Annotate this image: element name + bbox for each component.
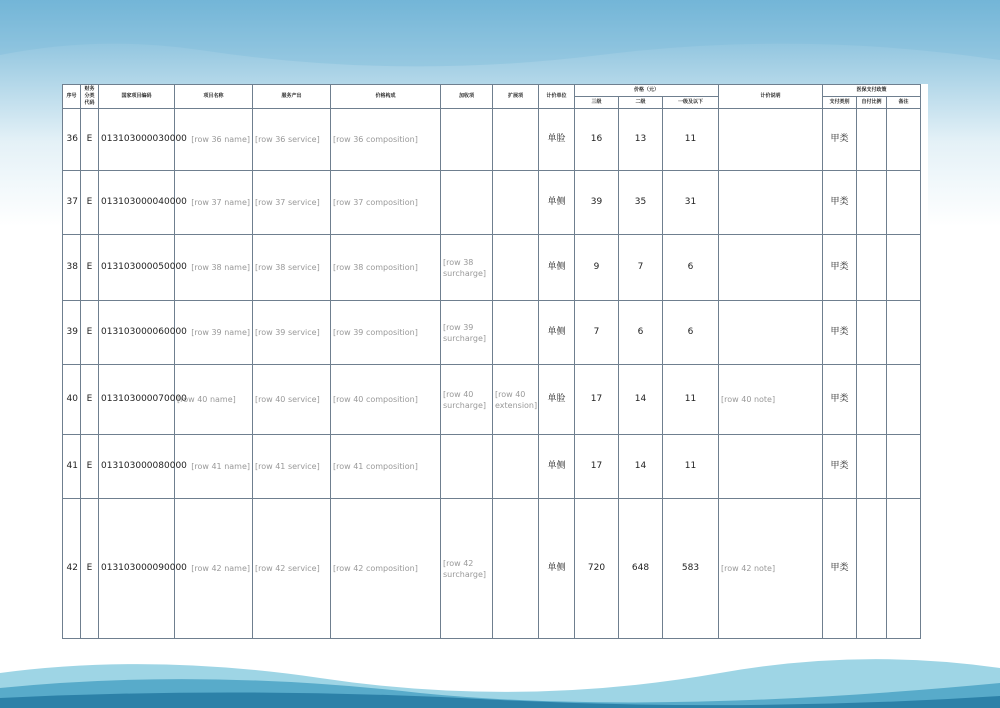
cell-composition: [row 40 composition] bbox=[331, 365, 441, 435]
cell-note bbox=[719, 171, 823, 235]
cell-seq: 40 bbox=[63, 365, 81, 435]
cell-unit: 单侧 bbox=[539, 171, 575, 235]
cell-code: 013103000030000 bbox=[99, 109, 175, 171]
cell-ins-remark bbox=[887, 499, 921, 639]
cell-code: 013103000040000 bbox=[99, 171, 175, 235]
cell-price-l1: 11 bbox=[663, 365, 719, 435]
cell-ins-type: 甲类 bbox=[823, 171, 857, 235]
cell-price-l1: 11 bbox=[663, 435, 719, 499]
cell-ins-remark bbox=[887, 365, 921, 435]
cell-price-l3: 39 bbox=[575, 171, 619, 235]
cell-composition: [row 36 composition] bbox=[331, 109, 441, 171]
cell-price-l2: 7 bbox=[619, 235, 663, 301]
cell-unit: 单侧 bbox=[539, 499, 575, 639]
cell-ins-ratio bbox=[857, 301, 887, 365]
cell-unit: 单脸 bbox=[539, 365, 575, 435]
cell-seq: 42 bbox=[63, 499, 81, 639]
header-note: 计价说明 bbox=[719, 85, 823, 109]
cell-category: E bbox=[81, 301, 99, 365]
cell-note: [row 40 note] bbox=[719, 365, 823, 435]
cell-unit: 单侧 bbox=[539, 235, 575, 301]
cell-name: [row 42 name] bbox=[175, 499, 253, 639]
cell-price-l1: 583 bbox=[663, 499, 719, 639]
header-seq: 序号 bbox=[63, 85, 81, 109]
header-insurance: 医保支付政策 bbox=[823, 85, 921, 97]
cell-price-l3: 17 bbox=[575, 365, 619, 435]
cell-name: [row 40 name] bbox=[175, 365, 253, 435]
cell-ins-type: 甲类 bbox=[823, 499, 857, 639]
cell-price-l3: 9 bbox=[575, 235, 619, 301]
header-ins-type: 支付类别 bbox=[823, 97, 857, 109]
cell-extension bbox=[493, 171, 539, 235]
cell-seq: 41 bbox=[63, 435, 81, 499]
cell-surcharge: [row 38 surcharge] bbox=[441, 235, 493, 301]
cell-seq: 36 bbox=[63, 109, 81, 171]
medical-fee-table bbox=[62, 84, 921, 639]
cell-service: [row 40 service] bbox=[253, 365, 331, 435]
cell-ins-ratio bbox=[857, 365, 887, 435]
cell-name: [row 41 name] bbox=[175, 435, 253, 499]
cell-price-l2: 35 bbox=[619, 171, 663, 235]
cell-ins-remark bbox=[887, 301, 921, 365]
cell-service: [row 42 service] bbox=[253, 499, 331, 639]
cell-category: E bbox=[81, 435, 99, 499]
table-row bbox=[63, 171, 921, 235]
cell-ins-ratio bbox=[857, 435, 887, 499]
table-row bbox=[63, 435, 921, 499]
cell-extension: [row 40 extension] bbox=[493, 365, 539, 435]
cell-code: 013103000060000 bbox=[99, 301, 175, 365]
table-row bbox=[63, 109, 921, 171]
cell-ins-type: 甲类 bbox=[823, 435, 857, 499]
cell-category: E bbox=[81, 109, 99, 171]
cell-name: [row 36 name] bbox=[175, 109, 253, 171]
cell-extension bbox=[493, 109, 539, 171]
header-surcharge: 加收项 bbox=[441, 85, 493, 109]
cell-price-l3: 720 bbox=[575, 499, 619, 639]
header-price-l3: 三级 bbox=[575, 97, 619, 109]
cell-unit: 单侧 bbox=[539, 435, 575, 499]
cell-ins-type: 甲类 bbox=[823, 235, 857, 301]
header-ins-ratio: 自付比例 bbox=[857, 97, 887, 109]
cell-ins-ratio bbox=[857, 235, 887, 301]
cell-category: E bbox=[81, 499, 99, 639]
cell-service: [row 38 service] bbox=[253, 235, 331, 301]
cell-price-l2: 6 bbox=[619, 301, 663, 365]
cell-ins-type: 甲类 bbox=[823, 301, 857, 365]
cell-price-l1: 31 bbox=[663, 171, 719, 235]
cell-price-l2: 648 bbox=[619, 499, 663, 639]
cell-surcharge bbox=[441, 109, 493, 171]
cell-note: [row 42 note] bbox=[719, 499, 823, 639]
cell-note bbox=[719, 435, 823, 499]
cell-service: [row 36 service] bbox=[253, 109, 331, 171]
cell-category: E bbox=[81, 235, 99, 301]
cell-price-l1: 6 bbox=[663, 235, 719, 301]
cell-ins-ratio bbox=[857, 499, 887, 639]
cell-seq: 38 bbox=[63, 235, 81, 301]
cell-ins-type: 甲类 bbox=[823, 109, 857, 171]
cell-price-l3: 16 bbox=[575, 109, 619, 171]
cell-seq: 39 bbox=[63, 301, 81, 365]
cell-price-l2: 13 bbox=[619, 109, 663, 171]
cell-note bbox=[719, 301, 823, 365]
cell-ins-remark bbox=[887, 235, 921, 301]
cell-surcharge: [row 42 surcharge] bbox=[441, 499, 493, 639]
cell-name: [row 39 name] bbox=[175, 301, 253, 365]
cell-unit: 单脸 bbox=[539, 109, 575, 171]
table-row bbox=[63, 365, 921, 435]
cell-ins-remark bbox=[887, 171, 921, 235]
cell-name: [row 37 name] bbox=[175, 171, 253, 235]
cell-ins-remark bbox=[887, 109, 921, 171]
cell-service: [row 37 service] bbox=[253, 171, 331, 235]
cell-extension bbox=[493, 235, 539, 301]
cell-note bbox=[719, 235, 823, 301]
cell-price-l2: 14 bbox=[619, 435, 663, 499]
cell-code: 013103000070000 bbox=[99, 365, 175, 435]
cell-extension bbox=[493, 301, 539, 365]
header-unit: 计价单位 bbox=[539, 85, 575, 109]
cell-price-l1: 11 bbox=[663, 109, 719, 171]
cell-seq: 37 bbox=[63, 171, 81, 235]
header-price-group: 价格（元） bbox=[575, 85, 719, 97]
cell-category: E bbox=[81, 365, 99, 435]
cell-price-l2: 14 bbox=[619, 365, 663, 435]
cell-ins-ratio bbox=[857, 109, 887, 171]
header-ins-remark: 备注 bbox=[887, 97, 921, 109]
cell-code: 013103000090000 bbox=[99, 499, 175, 639]
cell-composition: [row 39 composition] bbox=[331, 301, 441, 365]
cell-name: [row 38 name] bbox=[175, 235, 253, 301]
table-row bbox=[63, 235, 921, 301]
header-price-l1: 一级及以下 bbox=[663, 97, 719, 109]
header-name: 项目名称 bbox=[175, 85, 253, 109]
cell-service: [row 41 service] bbox=[253, 435, 331, 499]
header-code: 国家项目编码 bbox=[99, 85, 175, 109]
cell-composition: [row 37 composition] bbox=[331, 171, 441, 235]
cell-code: 013103000050000 bbox=[99, 235, 175, 301]
cell-code: 013103000080000 bbox=[99, 435, 175, 499]
cell-note bbox=[719, 109, 823, 171]
cell-surcharge: [row 40 surcharge] bbox=[441, 365, 493, 435]
cell-service: [row 39 service] bbox=[253, 301, 331, 365]
cell-extension bbox=[493, 435, 539, 499]
cell-surcharge bbox=[441, 435, 493, 499]
cell-composition: [row 41 composition] bbox=[331, 435, 441, 499]
cell-price-l3: 17 bbox=[575, 435, 619, 499]
fee-table-page bbox=[62, 84, 928, 674]
cell-composition: [row 42 composition] bbox=[331, 499, 441, 639]
cell-ins-remark bbox=[887, 435, 921, 499]
header-extension: 扩展项 bbox=[493, 85, 539, 109]
cell-ins-ratio bbox=[857, 171, 887, 235]
header-price-composition: 价格构成 bbox=[331, 85, 441, 109]
cell-price-l1: 6 bbox=[663, 301, 719, 365]
cell-extension bbox=[493, 499, 539, 639]
sky-background bbox=[0, 0, 1000, 80]
cell-ins-type: 甲类 bbox=[823, 365, 857, 435]
header-service: 服务产出 bbox=[253, 85, 331, 109]
cell-composition: [row 38 composition] bbox=[331, 235, 441, 301]
cell-category: E bbox=[81, 171, 99, 235]
table-row bbox=[63, 499, 921, 639]
header-category: 财务分类代码 bbox=[81, 85, 99, 109]
cell-surcharge: [row 39 surcharge] bbox=[441, 301, 493, 365]
cell-surcharge bbox=[441, 171, 493, 235]
cell-unit: 单侧 bbox=[539, 301, 575, 365]
cell-price-l3: 7 bbox=[575, 301, 619, 365]
table-row bbox=[63, 301, 921, 365]
header-price-l2: 二级 bbox=[619, 97, 663, 109]
